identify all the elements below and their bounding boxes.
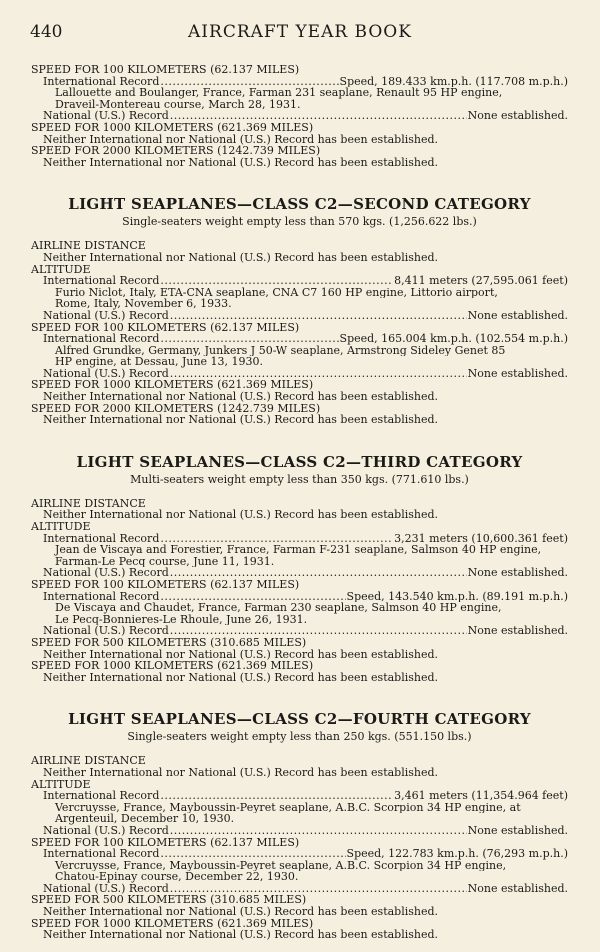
section-subtitle: Single-seaters weight empty less than 570 kgs. (1,256.622 lbs.) xyxy=(122,215,477,229)
record-line xyxy=(31,625,568,637)
record-detail: De Viscaya and Chaudet, France, Farman 230 seaplane, Salmson 40 HP engine, xyxy=(55,602,502,614)
record-detail: Farman-Le Pecq course, June 11, 1931. xyxy=(55,555,275,568)
record-label: National (U.S.) Record xyxy=(43,824,169,837)
record-heading: SPEED FOR 1000 KILOMETERS (621.369 MILES) xyxy=(31,121,314,134)
record-heading: AIRLINE DISTANCE xyxy=(31,497,146,510)
record-label: National (U.S.) Record xyxy=(43,882,169,895)
page-header xyxy=(30,22,570,46)
record-heading: SPEED FOR 100 KILOMETERS (62.137 MILES) xyxy=(31,321,300,334)
record-note: Neither International nor National (U.S.) Record has been established. xyxy=(43,766,439,779)
leader-dots xyxy=(170,625,467,637)
record-value: None established. xyxy=(467,824,568,837)
record-line xyxy=(31,848,568,860)
record-line xyxy=(31,883,568,895)
record-detail: Vercruysse, France, Mayboussin-Peyret seaplane, A.B.C. Scorpion 34 HP engine, at xyxy=(55,801,521,814)
record-line xyxy=(31,76,568,88)
record-line xyxy=(31,110,568,122)
record-heading: SPEED FOR 100 KILOMETERS (62.137 MILES) xyxy=(31,579,300,591)
record-line xyxy=(31,310,568,322)
record-heading: SPEED FOR 1000 KILOMETERS (621.369 MILES) xyxy=(31,917,314,930)
page-body xyxy=(31,64,568,941)
leader-dots xyxy=(160,275,393,287)
record-detail: Vercruysse, France, Mayboussin-Peyret seaplane, A.B.C. Scorpion 34 HP engine, xyxy=(55,859,507,872)
record-note: Neither International nor National (U.S.) Record has been established. xyxy=(43,929,439,941)
section-fourth-category xyxy=(31,709,568,941)
record-heading: ALTITUDE xyxy=(31,263,91,276)
leader-dots xyxy=(160,533,393,545)
record-note: Neither International nor National (U.S.) Record has been established. xyxy=(43,391,439,403)
record-label: National (U.S.) Record xyxy=(43,625,169,637)
record-value: 3,231 meters (10,600.361 feet) xyxy=(394,532,568,545)
record-detail: Draveil-Montereau course, March 28, 1931. xyxy=(55,98,301,111)
record-note: Neither International nor National (U.S.) Record has been established. xyxy=(43,906,439,918)
record-heading: SPEED FOR 100 KILOMETERS (62.137 MILES) xyxy=(31,836,300,849)
record-line xyxy=(31,533,568,545)
record-line xyxy=(31,790,568,802)
record-label: International Record xyxy=(43,848,160,860)
record-value: Speed, 143.540 km.p.h. (89.191 m.p.h.) xyxy=(346,590,568,603)
record-heading: SPEED FOR 2000 KILOMETERS (1242.739 MILES) xyxy=(31,145,321,157)
record-heading: SPEED FOR 1000 KILOMETERS (621.369 MILES) xyxy=(31,379,314,392)
record-label: National (U.S.) Record xyxy=(43,309,169,322)
record-line xyxy=(31,333,568,345)
record-value: None established. xyxy=(467,367,568,380)
record-line xyxy=(31,567,568,579)
record-note: Neither International nor National (U.S.) Record has been established. xyxy=(43,648,439,661)
record-value: None established. xyxy=(467,309,568,322)
section-second-category xyxy=(31,194,568,426)
record-label: International Record xyxy=(43,275,160,287)
record-detail: Lallouette and Boulanger, France, Farman 231 seaplane, Renault 95 HP engine, xyxy=(55,87,503,99)
leader-dots xyxy=(170,110,467,122)
record-note: Neither International nor National (U.S.) Record has been established. xyxy=(43,156,439,169)
record-line xyxy=(31,591,568,603)
record-note: Neither International nor National (U.S.) Record has been established. xyxy=(43,671,439,684)
leader-dots xyxy=(170,883,467,895)
leader-dots xyxy=(160,76,338,88)
record-value: None established. xyxy=(467,625,568,637)
record-value: 8,411 meters (27,595.061 feet) xyxy=(394,275,568,287)
record-line xyxy=(31,825,568,837)
record-detail: Le Pecq-Bonnieres-Le Rhoule, June 26, 1931. xyxy=(55,613,308,626)
record-label: International Record xyxy=(43,75,160,88)
record-heading: ALTITUDE xyxy=(31,521,91,533)
running-title: AIRCRAFT YEAR BOOK xyxy=(188,22,412,42)
record-label: International Record xyxy=(43,790,160,802)
leader-dots xyxy=(160,790,393,802)
record-heading: SPEED FOR 1000 KILOMETERS (621.369 MILES) xyxy=(31,660,314,672)
record-label: National (U.S.) Record xyxy=(43,567,169,579)
leader-dots xyxy=(170,310,467,322)
section-title: LIGHT SEAPLANES—CLASS C2—THIRD CATEGORY xyxy=(76,452,523,471)
record-value: None established. xyxy=(467,567,568,579)
leader-dots xyxy=(170,567,467,579)
section-subtitle: Single-seaters weight empty less than 250 kgs. (551.150 lbs.) xyxy=(127,730,472,744)
record-detail: Chatou-Epinay course, December 22, 1930. xyxy=(55,871,299,883)
record-label: International Record xyxy=(43,333,160,345)
record-note: Neither International nor National (U.S.) Record has been established. xyxy=(43,251,439,264)
record-note: Neither International nor National (U.S.) Record has been established. xyxy=(43,414,439,426)
leader-dots xyxy=(170,368,467,380)
record-heading: SPEED FOR 500 KILOMETERS (310.685 MILES) xyxy=(31,636,307,649)
leader-dots xyxy=(160,848,345,860)
record-heading: SPEED FOR 500 KILOMETERS (310.685 MILES) xyxy=(31,894,307,907)
leader-dots xyxy=(170,825,467,837)
record-value: None established. xyxy=(467,882,568,895)
page-number: 440 xyxy=(30,22,63,42)
record-label: National (U.S.) Record xyxy=(43,110,169,122)
section-third-category xyxy=(31,452,568,684)
record-note: Neither International nor National (U.S.) Record has been established. xyxy=(43,133,439,146)
record-heading: AIRLINE DISTANCE xyxy=(31,755,146,767)
section-subtitle: Multi-seaters weight empty less than 350 kgs. (771.610 lbs.) xyxy=(130,472,469,486)
leader-dots xyxy=(160,333,338,345)
record-value: Speed, 122.783 km.p.h. (76,293 m.p.h.) xyxy=(346,848,568,860)
record-detail: Alfred Grundke, Germany, Junkers J 50-W seaplane, Armstrong Sideley Genet 85 xyxy=(55,344,506,357)
record-detail: Rome, Italy, November 6, 1933. xyxy=(55,298,232,310)
record-value: None established. xyxy=(467,110,568,122)
record-detail: HP engine, at Dessau, June 13, 1930. xyxy=(55,356,264,368)
record-heading: SPEED FOR 2000 KILOMETERS (1242.739 MILES) xyxy=(31,402,321,415)
record-heading: AIRLINE DISTANCE xyxy=(31,240,146,252)
record-line xyxy=(31,275,568,287)
record-label: International Record xyxy=(43,532,160,545)
record-value: Speed, 165.004 km.p.h. (102.554 m.p.h.) xyxy=(339,333,568,345)
record-value: Speed, 189.433 km.p.h. (117.708 m.p.h.) xyxy=(339,75,568,88)
record-note: Neither International nor National (U.S.) Record has been established. xyxy=(43,509,439,522)
record-line xyxy=(31,368,568,380)
record-block-continued xyxy=(31,64,568,168)
record-label: National (U.S.) Record xyxy=(43,367,169,380)
section-title: LIGHT SEAPLANES—CLASS C2—SECOND CATEGORY xyxy=(68,195,531,214)
record-label: International Record xyxy=(43,590,160,603)
record-heading: ALTITUDE xyxy=(31,778,91,791)
record-detail: Argenteuil, December 10, 1930. xyxy=(55,813,235,825)
leader-dots xyxy=(160,591,345,603)
record-value: 3,461 meters (11,354.964 feet) xyxy=(394,790,568,802)
section-title: LIGHT SEAPLANES—CLASS C2—FOURTH CATEGORY xyxy=(68,710,531,729)
record-heading: SPEED FOR 100 KILOMETERS (62.137 MILES) xyxy=(31,64,300,76)
record-detail: Jean de Viscaya and Forestier, France, Farman F-231 seaplane, Salmson 40 HP engine, xyxy=(55,544,542,556)
record-detail: Furio Niclot, Italy, ETA-CNA seaplane, CNA C7 160 HP engine, Littorio airport, xyxy=(55,286,498,299)
